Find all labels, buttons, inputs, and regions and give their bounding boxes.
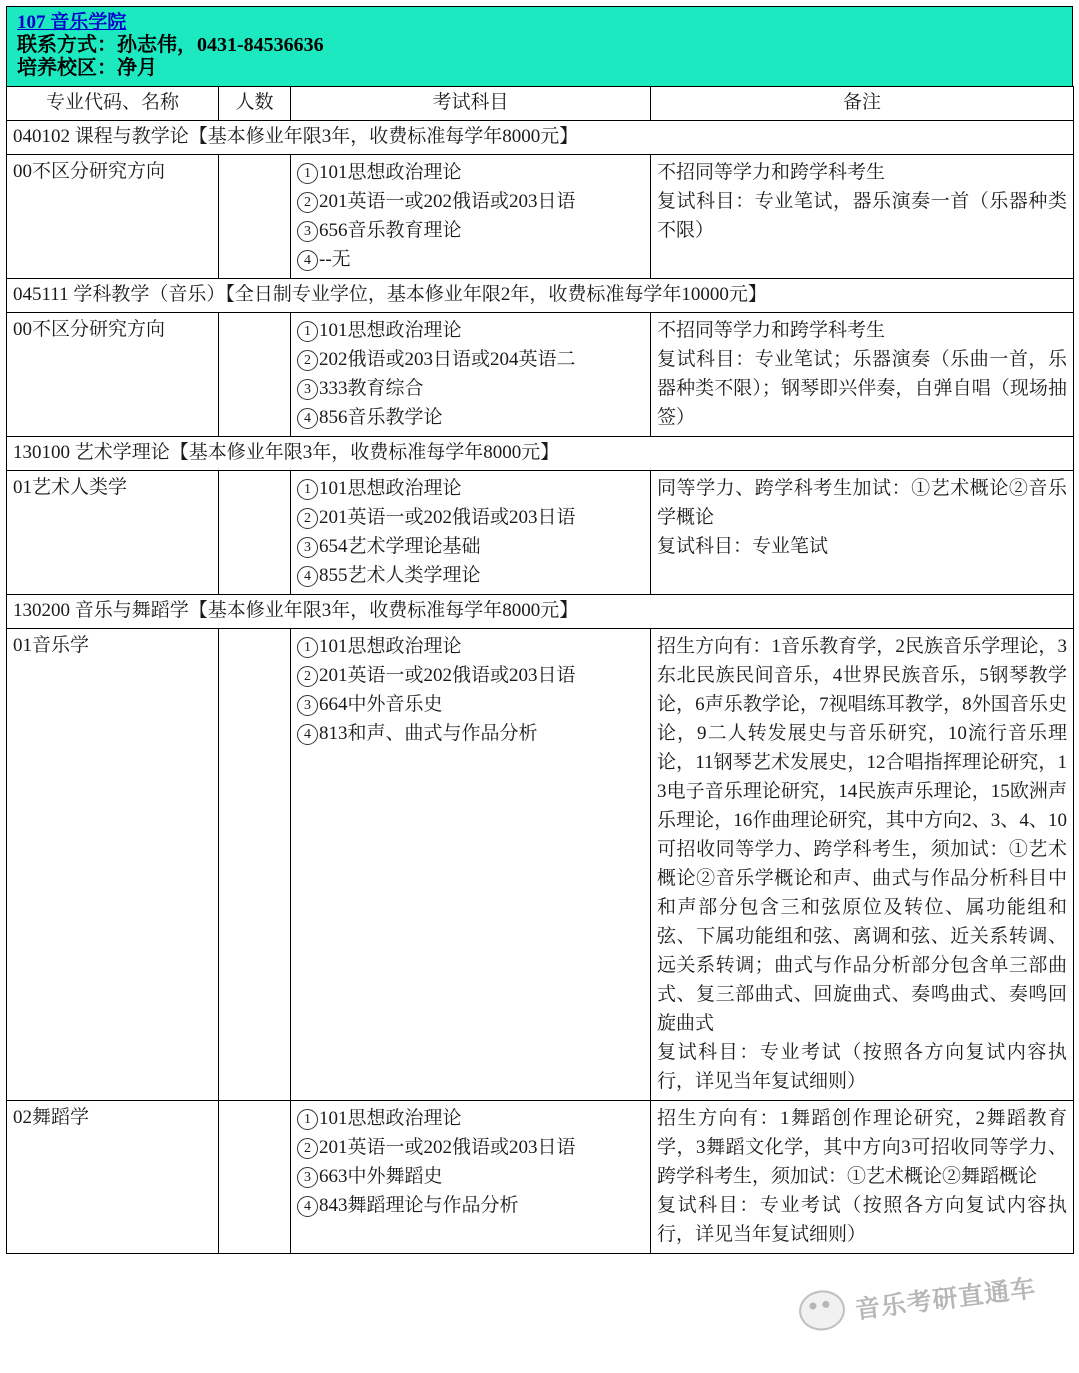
numbered-circle-icon: 4: [297, 408, 318, 429]
remark-line: 招生方向有：1音乐教育学，2民族音乐学理论，3东北民族民间音乐，4世界民族音乐，5钢琴教学论，6声乐教学论，7视唱练耳教学，8外国音乐史论，9二人转发展史与音乐研究，10流行音乐理论，11钢琴艺术发展史，12合唱指挥理论研究，13电子音乐理论研究，14民族声乐理论，15欧洲声乐理论，16作曲理论研究，其中方向2、3、4、10可招收同等学力、跨学科考生，须加试：①艺术概论②音乐学概论和声、曲式与作品分析科目中和声部分包含三和弦原位及转位、属功能组和弦、下属功能组和弦、离调和弦、近关系转调、远关系转调；曲式与作品分析部分包含单三部曲式、复三部曲式、回旋曲式、奏鸣曲式、奏鸣回旋曲式: [657, 636, 1067, 1034]
direction-name: 01艺术人类学: [13, 477, 128, 498]
numbered-circle-icon: 3: [297, 379, 318, 400]
subject-item: [297, 1104, 644, 1133]
major-title: 040102 课程与教学论【基本修业年限3年，收费标准每学年8000元】: [7, 121, 1074, 155]
college-header-band: [6, 6, 1073, 86]
numbered-circle-icon: 1: [297, 1109, 318, 1130]
count-cell: [219, 313, 291, 437]
remark-text: [657, 632, 1067, 1096]
numbered-circle-icon: 4: [297, 566, 318, 587]
numbered-circle-icon: 3: [297, 221, 318, 242]
subject-item: [297, 245, 644, 274]
subject-item: [297, 316, 644, 345]
numbered-circle-icon: 2: [297, 666, 318, 687]
count-cell: [219, 629, 291, 1101]
remark-line: 同等学力、跨学科考生加试：①艺术概论②音乐学概论: [657, 478, 1067, 528]
remark-line: 招生方向有：1舞蹈创作理论研究，2舞蹈教育学，3舞蹈文化学，其中方向3可招收同等学力、跨学科考生，须加试：①艺术概论②舞蹈概论: [657, 1108, 1067, 1187]
subject-item: [297, 474, 644, 503]
subject-item: [297, 561, 644, 590]
college-link[interactable]: [17, 12, 126, 34]
subject-item: [297, 532, 644, 561]
programs-table: [6, 86, 1074, 1254]
direction-name: 00不区分研究方向: [13, 319, 166, 340]
numbered-circle-icon: 1: [297, 637, 318, 658]
table-row: [7, 1101, 1074, 1254]
subject-item: [297, 1133, 644, 1162]
numbered-circle-icon: 3: [297, 695, 318, 716]
subject-label: 664中外音乐史: [319, 694, 443, 715]
subject-list: [297, 632, 644, 748]
subject-label: 813和声、曲式与作品分析: [319, 723, 538, 744]
subject-label: 201英语一或202俄语或203日语: [319, 507, 576, 528]
college-title-line: [17, 11, 1062, 34]
major-title: 130100 艺术学理论【基本修业年限3年，收费标准每学年8000元】: [7, 437, 1074, 471]
major-header-row: [7, 279, 1074, 313]
college-name: 音乐学院: [50, 12, 127, 33]
subject-item: [297, 690, 644, 719]
subject-label: 201英语一或202俄语或203日语: [319, 665, 576, 686]
subject-item: [297, 632, 644, 661]
programs-table-body: [7, 87, 1074, 1254]
remark-line: 复试科目：专业考试（按照各方向复试内容执行，详见当年复试细则）: [657, 1195, 1067, 1245]
watermark: [792, 1251, 1079, 1356]
subject-item: [297, 503, 644, 532]
direction-name: 02舞蹈学: [13, 1107, 90, 1128]
direction-cell: [7, 1101, 219, 1254]
subject-list: [297, 158, 644, 274]
numbered-circle-icon: 2: [297, 350, 318, 371]
subject-label: 656音乐教育理论: [319, 220, 462, 241]
remark-line: 复试科目：专业笔试，器乐演奏一首（乐器种类不限）: [657, 191, 1067, 241]
remark-text: [657, 316, 1067, 432]
numbered-circle-icon: 1: [297, 479, 318, 500]
subject-label: 855艺术人类学理论: [319, 565, 481, 586]
remark-line: 不招同等学力和跨学科考生: [657, 320, 886, 341]
column-header-1: 人数: [219, 87, 291, 121]
subject-label: 101思想政治理论: [319, 320, 462, 341]
count-cell: [219, 1101, 291, 1254]
exam-subjects-cell: [291, 313, 651, 437]
direction-cell: [7, 471, 219, 595]
direction-cell: [7, 629, 219, 1101]
subject-item: [297, 403, 644, 432]
subject-item: [297, 345, 644, 374]
remark-cell: [651, 629, 1074, 1101]
exam-subjects-cell: [291, 155, 651, 279]
panda-face-icon: [797, 1288, 848, 1333]
column-header-0: 专业代码、名称: [7, 87, 219, 121]
numbered-circle-icon: 4: [297, 1196, 318, 1217]
direction-cell: [7, 155, 219, 279]
subject-item: [297, 374, 644, 403]
subject-label: 856音乐教学论: [319, 407, 443, 428]
direction-name: 00不区分研究方向: [13, 161, 166, 182]
major-header-row: [7, 595, 1074, 629]
subject-label: 201英语一或202俄语或203日语: [319, 191, 576, 212]
subject-item: [297, 187, 644, 216]
subject-label: 101思想政治理论: [319, 162, 462, 183]
exam-subjects-cell: [291, 1101, 651, 1254]
direction-cell: [7, 313, 219, 437]
remark-cell: [651, 1101, 1074, 1254]
numbered-circle-icon: 2: [297, 508, 318, 529]
subject-item: [297, 1162, 644, 1191]
numbered-circle-icon: 1: [297, 163, 318, 184]
subject-item: [297, 719, 644, 748]
college-code: 107: [17, 12, 46, 33]
subject-label: 202俄语或203日语或204英语二: [319, 349, 576, 370]
count-cell: [219, 471, 291, 595]
major-title: 130200 音乐与舞蹈学【基本修业年限3年，收费标准每学年8000元】: [7, 595, 1074, 629]
subject-label: 101思想政治理论: [319, 636, 462, 657]
table-row: [7, 313, 1074, 437]
subject-list: [297, 316, 644, 432]
subject-list: [297, 474, 644, 590]
numbered-circle-icon: 3: [297, 537, 318, 558]
exam-subjects-cell: [291, 471, 651, 595]
column-header-2: 考试科目: [291, 87, 651, 121]
remark-text: [657, 474, 1067, 561]
table-row: [7, 629, 1074, 1101]
remark-cell: [651, 471, 1074, 595]
numbered-circle-icon: 2: [297, 1138, 318, 1159]
numbered-circle-icon: 3: [297, 1167, 318, 1188]
subject-label: 101思想政治理论: [319, 478, 462, 499]
major-header-row: [7, 437, 1074, 471]
numbered-circle-icon: 2: [297, 192, 318, 213]
numbered-circle-icon: 4: [297, 250, 318, 271]
subject-label: 201英语一或202俄语或203日语: [319, 1137, 576, 1158]
major-header-row: [7, 121, 1074, 155]
subject-item: [297, 216, 644, 245]
table-row: [7, 155, 1074, 279]
subject-label: 654艺术学理论基础: [319, 536, 481, 557]
numbered-circle-icon: 1: [297, 321, 318, 342]
remark-line: 复试科目：专业笔试；乐器演奏（乐曲一首，乐器种类不限）；钢琴即兴伴奏，自弹自唱（现场抽签）: [657, 349, 1067, 428]
subject-label: 101思想政治理论: [319, 1108, 462, 1129]
subject-label: --无: [319, 249, 351, 270]
watermark-text: 音乐考研直通车: [853, 1274, 1038, 1325]
subject-item: [297, 1191, 644, 1220]
numbered-circle-icon: 4: [297, 724, 318, 745]
subject-list: [297, 1104, 644, 1220]
exam-subjects-cell: [291, 629, 651, 1101]
table-header-row: [7, 87, 1074, 121]
direction-name: 01音乐学: [13, 635, 90, 656]
remark-cell: [651, 155, 1074, 279]
column-header-3: 备注: [651, 87, 1074, 121]
contact-line: 联系方式：孙志伟，0431-84536636: [17, 34, 324, 56]
remark-line: 不招同等学力和跨学科考生: [657, 162, 886, 183]
subject-item: [297, 661, 644, 690]
subject-label: 333教育综合: [319, 378, 424, 399]
remark-text: [657, 1104, 1067, 1249]
remark-line: 复试科目：专业考试（按照各方向复试内容执行，详见当年复试细则）: [657, 1042, 1067, 1092]
campus-line: 培养校区：净月: [17, 57, 157, 79]
subject-item: [297, 158, 644, 187]
remark-line: 复试科目：专业笔试: [657, 536, 829, 557]
count-cell: [219, 155, 291, 279]
table-row: [7, 471, 1074, 595]
subject-label: 663中外舞蹈史: [319, 1166, 443, 1187]
remark-cell: [651, 313, 1074, 437]
major-title: 045111 学科教学（音乐）【全日制专业学位，基本修业年限2年，收费标准每学年10000元】: [7, 279, 1074, 313]
remark-text: [657, 158, 1067, 245]
subject-label: 843舞蹈理论与作品分析: [319, 1195, 519, 1216]
